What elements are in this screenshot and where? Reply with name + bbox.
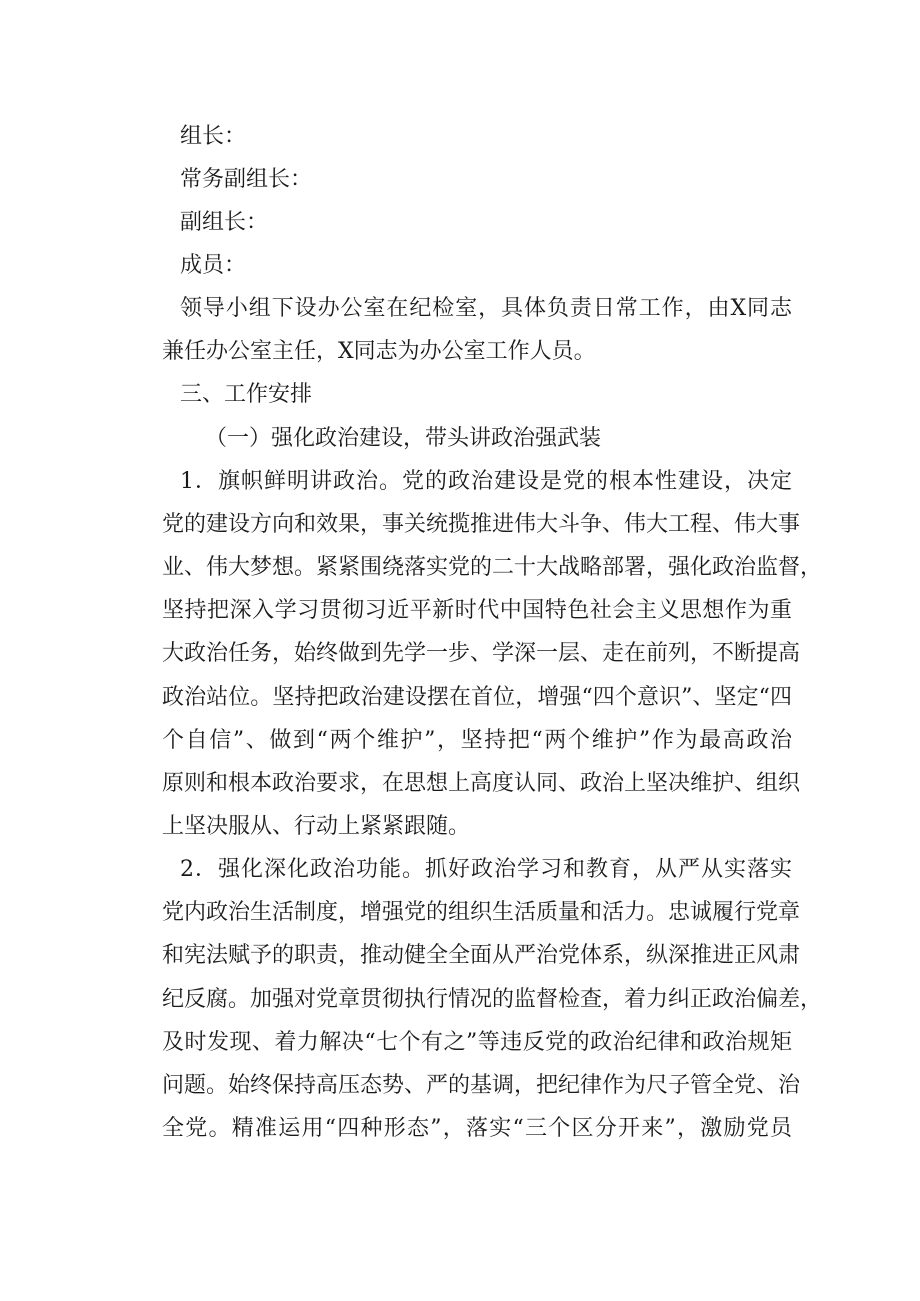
paragraph-line: 业、伟大梦想。紧紧围绕落实党的二十大战略部署，强化政治监督，: [162, 555, 823, 580]
paragraph-line: 领导小组下设办公室在纪检室，具体负责日常工作，由X同志: [180, 296, 792, 321]
paragraph-line: 全党。精准运用“四种形态”，落实“三个区分开来”，激励党员: [162, 1116, 792, 1141]
paragraph-line: 党的建设方向和效果，事关统揽推进伟大斗争、伟大工程、伟大事: [162, 512, 801, 537]
paragraph-line: 兼任办公室主任，X同志为办公室工作人员。: [162, 339, 596, 364]
group-leader-label: 组长：: [180, 124, 247, 149]
deputy-leader-label: 副组长：: [180, 210, 269, 235]
section-heading: 三、工作安排: [180, 382, 313, 407]
paragraph-line: 纪反腐。加强对党章贯彻执行情况的监督检查，着力纠正政治偏差，: [162, 987, 823, 1012]
paragraph-line: 1．旗帜鲜明讲政治。党的政治建设是党的根本性建设，决定: [180, 469, 792, 494]
paragraph-line: 及时发现、着力解决“七个有之”等违反党的政治纪律和政治规矩: [162, 1030, 792, 1055]
members-label: 成员：: [180, 253, 247, 278]
paragraph-line: 大政治任务，始终做到先学一步、学深一层、走在前列，不断提高: [162, 641, 801, 666]
paragraph-line: 政治站位。坚持把政治建设摆在首位，增强“四个意识”、坚定“四: [162, 685, 792, 710]
paragraph-line: 上坚决服从、行动上紧紧跟随。: [162, 814, 471, 839]
paragraph-line: 坚持把深入学习贯彻习近平新时代中国特色社会主义思想作为重: [162, 598, 792, 623]
executive-deputy-leader-label: 常务副组长：: [180, 167, 313, 192]
paragraph-line: 个自信”、做到“两个维护”，坚持把“两个维护”作为最高政治: [162, 728, 792, 753]
subsection-heading: （一）强化政治建设，带头讲政治强武装: [205, 426, 602, 451]
paragraph-line: 党内政治生活制度，增强党的组织生活质量和活力。忠诚履行党章: [162, 900, 801, 925]
paragraph-line: 和宪法赋予的职责，推动健全全面从严治党体系，纵深推进正风肃: [162, 943, 801, 968]
paragraph-line: 问题。始终保持高压态势、严的基调，把纪律作为尺子管全党、治: [162, 1073, 801, 1098]
paragraph-line: 原则和根本政治要求，在思想上高度认同、政治上坚决维护、组织: [162, 771, 801, 796]
paragraph-line: 2．强化深化政治功能。抓好政治学习和教育，从严从实落实: [180, 857, 792, 882]
